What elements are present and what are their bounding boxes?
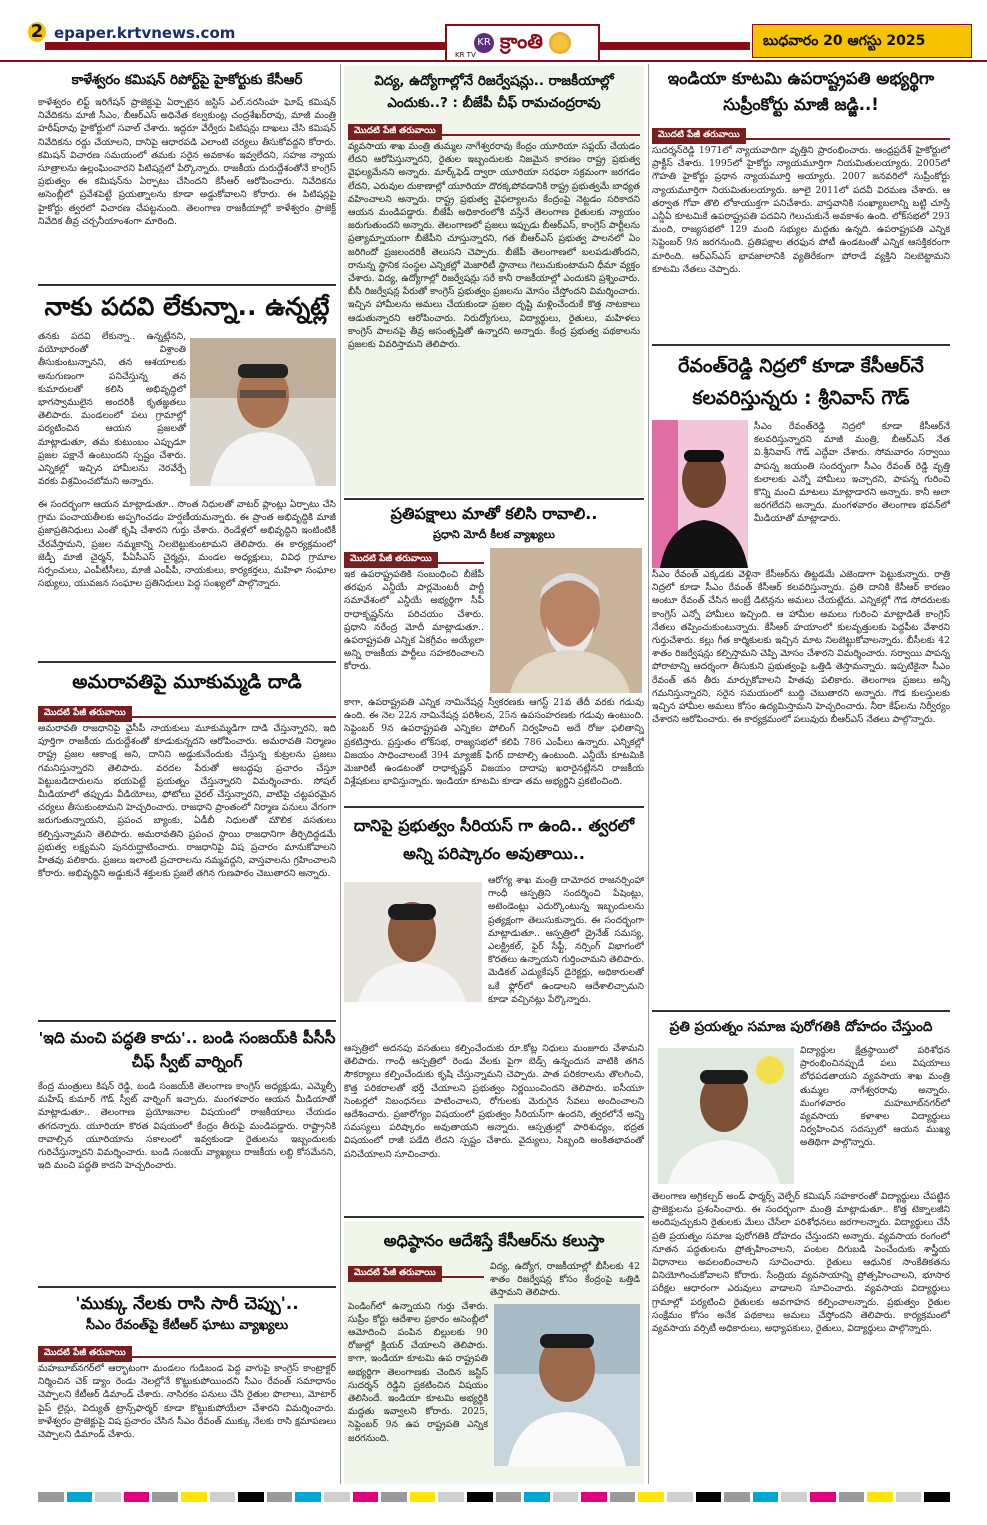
- article-divider: [344, 1216, 644, 1218]
- article-headline[interactable]: అమరావతిపై మూకుమ్మడి దాడి: [72, 671, 302, 693]
- article-no-post[interactable]: [38, 290, 336, 658]
- article-kcr-meet[interactable]: [344, 1222, 644, 1484]
- article-body: విద్య, ఉద్యోగ, రాజకీయాల్లో బీసీలకు 42 శాతం రిజర్వేషన్ల కోసం కేంద్రంపై ఒత్తిడి తెస్తామని తెలిపారు.: [490, 1261, 640, 1299]
- article-body: ఆరోగ్య శాఖ మంత్రి దామోదర రాజనర్సింహా గాంధీ ఆస్పత్రిని సందర్శించి పేషెంట్లు, అటెండెంట్లు ఎదుర్కొంటున్న ఇబ్బందులను ప్రత్యక్షంగా తెలుసుకున్నారు. ఈ సందర్భంగా మాట్లాడుతూ.. ఆస్పత్రిలో డ్రైనేజ్ సమస్య, ఎలక్ట్రికల్, ఫైర్ సేఫ్టీ, నర్సింగ్ విభాగంలో కొరతలు ఉన్నాయని గుర్తించామని తెలిపారు. మెడికల్ ఎడ్యుకేషన్ డైరెక్టర్లు, అధికారులతో ఒకే ఫ్లోర్‌లో ఉండాలని ఆదేశాలిచ్చామని కూడా వచ్చినట్లు పేర్కొన్నారు.: [488, 875, 644, 1005]
- article-body: అమరావతి రాజధానిపై వైసీపీ నాయకులు మూకుమ్మడిగా దాడి చేస్తున్నారని, ఇది పూర్తిగా రాజకీయ దురుద్దేశంతో కూడుకున్నదని ఆరోపించారు. అమరావతి నిర్మాణం రాష్ట్ర ప్రజల ఆకాంక్ష అని, దానిని అడ్డుకునేందుకు చేస్తున్న కుట్రలను ప్రజలు గమనిస్తున్నారని తెలిపారు. వరదల పేరుతో అబద్ధపు ప్రచారం చేస్తూ పెట్టుబడిదారులను భయపెట్టే ప్రయత్నం చేస్తున్నారని విమర్శించారు. సోషల్ మీడియాలో తప్పుడు వీడియోలు, ఫోటోలు వైరల్ చేస్తున్నారని, వాటిపై చట్టపరమైన చర్యలు తీసుకుంటామని హెచ్చరించారు. రాజధాని ప్రాంతంలో నిర్మాణ పనులు వేగంగా జరుగుతున్నాయని, ప్రపంచ బ్యాంకు, ఏడీబీ నిధులతో మౌలిక వసతులు కల్పిస్తున్నామని తెలిపారు. అమరావతిని ప్రపంచ స్థాయి రాజధానిగా తీర్చిదిద్దడమే ప్రభుత్వ లక్ష్యమని పునరుద్ఘాటించారు. రాజధానిపై విష ప్రచారం మానుకోవాలని హితవు పలికారు. ప్రజలు ఇలాంటి ప్రచారాలను నమ్మవద్దని, వాస్తవాలను గ్రహించాలని కోరారు. అభివృద్ధిని అడ్డుకునే శక్తులకు ప్రజలే తగిన గుణపాఠం చెబుతారని అన్నారు.: [38, 723, 336, 880]
- continuation-label: మొదటి పేజీ తరువాయి: [38, 706, 132, 722]
- article-headline[interactable]: విద్య, ఉద్యోగాల్లోనే రిజర్వేషన్లు.. రాజకీయాల్లో ఎందుకు..? : బీజేపీ చీఫ్ రామచంద్రరావు: [374, 73, 614, 111]
- article-amaravati[interactable]: [38, 668, 336, 1018]
- article-headline[interactable]: 'ముక్కు నేలకు రాసి సారీ చెప్పు'..: [75, 1294, 299, 1314]
- article-modi[interactable]: [344, 502, 644, 804]
- kranthi-logo: [445, 24, 600, 62]
- article-body: తనకు పదవి లేకున్నా.. ఉన్నట్లేనని, వయోభారంతో విశ్రాంతి తీసుకుంటున్నానని, తన ఆశయాలకు అనుగుణంగా పనిచేస్తున్న తన కుమారులతో కలిసి అభివృద్ధిలో భాగస్వాములైన అందరికీ కృతజ్ఞతలు తెలిపారు. మండలంలో పలు గ్రామాల్లో పర్యటించిన ఆయన ప్రజలతో మాట్లాడుతూ, తమ కుటుంబం ఎప్పుడూ ప్రజల పక్షానే ఉంటుందని స్పష్టం చేశారు. ఎన్నికల్లో ఇచ్చిన హామీలను నెరవేర్చే వరకు విశ్రమించబోమని అన్నారు.: [38, 331, 186, 488]
- article-bjp-reservations[interactable]: [344, 66, 644, 496]
- article-subhead: సీఎం రేవంత్‌పై కేటీఆర్ ఘాటు వ్యాఖ్యలు: [85, 1318, 289, 1333]
- continuation-label: మొదటి పేజీ తరువాయి: [348, 124, 442, 140]
- header-bar-left: [45, 42, 445, 50]
- site-url[interactable]: epaper.krtvnews.com: [54, 24, 236, 42]
- article-kaleshwaram[interactable]: [38, 70, 336, 282]
- continuation-tag: [344, 546, 484, 564]
- article-body: తెలంగాణ అగ్రికల్చర్ అండ్ ఫార్మర్స్ వెల్ఫేర్ కమిషన్ సహకారంతో విద్యార్థులు చేపట్టిన ప్రాజెక్టులను ప్రశంసించారు. ఈ సందర్భంగా మంత్రి మాట్లాడుతూ.. కొత్త టెక్నాలజీని అందిపుచ్చుకుని రైతులకు మేలు చేసేలా పరిశోధనలు జరగాలన్నారు. విద్యార్థులు చేసే ప్రతి ప్రయత్నం సమాజ పురోగతికి దోహదం చేస్తుందని అన్నారు. వ్యవసాయ రంగంలో నూతన పద్ధతులను ప్రోత్సహించాలని, పంటల దిగుబడి పెంచేందుకు శాస్త్రీయ విధానాలు అవలంబించాలని సూచించారు. రైతులు ఆధునిక సాంకేతికతను వినియోగించుకోవాలని కోరారు. సేంద్రియ వ్యవసాయాన్ని ప్రోత్సహించాలని, భూసార పరీక్షల ఆధారంగా ఎరువులు వాడాలని సూచించారు. వ్యవసాయ విద్యార్థులు గ్రామాల్లో పర్యటించి రైతులకు అవగాహన కల్పించాలన్నారు. ప్రభుత్వం రైతుల సంక్షేమం కోసం అనేక పథకాలు అమలు చేస్తోందని తెలిపారు. కార్యక్రమంలో వ్యవసాయ వర్సిటీ అధికారులు, అధ్యాపకులు, రైతులు, విద్యార్థులు పాల్గొన్నారు.: [652, 1191, 950, 1335]
- article-headline[interactable]: రేవంత్‌రెడ్డి నిద్రలో కూడా కేసీఆర్‌నే కలవరిస్తున్నరు : శ్రీనివాస్ గౌడ్: [678, 355, 924, 409]
- article-tummala[interactable]: [652, 1016, 950, 1484]
- continuation-label: మొదటి పేజీ తరువాయి: [348, 1266, 442, 1282]
- article-bandi-sanjay[interactable]: [38, 1026, 336, 1284]
- minister-photo: [344, 882, 482, 1002]
- article-body: విద్యార్థుల క్షేత్రస్థాయిలో పరిశోధన ప్రారంభించినప్పుడే పలు విషయాలు బోధపడతాయని వ్యవసాయ శాఖ మంత్రి తుమ్మల నాగేశ్వరరావు అన్నారు. మంగళవారం మహబూబ్‌నగర్‌లో వ్యవసాయ కళాశాల విద్యార్థులు నిర్వహించిన సదస్సులో ఆయన ముఖ్య అతిథిగా పాల్గొన్నారు.: [800, 1045, 950, 1149]
- column-divider: [648, 64, 649, 1484]
- srinivas-goud-photo: [652, 420, 748, 568]
- cm-photo: [494, 1304, 640, 1466]
- article-body: పెండింగ్‌లో ఉన్నాయని గుర్తు చేశారు. సుప్రీం కోర్టు ఆదేశాల ప్రకారం అసెంబ్లీలో ఆమోదించి పంపిన బిల్లులకు 90 రోజుల్లో క్లియర్ చేయాలని తెలిపారు. కాగా, ఇండియా కూటమి ఉప రాష్ట్రపతి అభ్యర్థిగా తెలంగాణకు చెందిన జస్టిస్ సుదర్శన్ రెడ్డిని ప్రకటించిన విషయం తెలిసిందే. ఇండియా కూటమి అభ్యర్థికి మద్దతు ఇవ్వాలని కోరారు. 2025, సెప్టెంబర్ 9న ఉప రాష్ట్రపతి ఎన్నిక జరగనుంది.: [348, 1300, 488, 1444]
- article-body: కాగా, ఉపరాష్ట్రపతి ఎన్నిక నామినేషన్ల స్వీకరణకు ఆగస్ట్ 21వ తేదీ వరకు గడువు ఉంది. ఈ నెల 22న నామినేషన్ల పరిశీలన, 25న ఉపసంహరణకు గడువు ఉంటుంది. సెప్టెంబర్ 9న ఉపరాష్ట్రపతి ఎన్నికల పోలింగ్ నిర్వహించి అదే రోజు ఫలితాన్ని ప్రకటిస్తారు. ప్రస్తుతం లోక్‌సభ, రాజ్యసభలో కలిపి 786 ఎంపీలు ఉన్నారు. ఎన్నికల్లో విజయం సాధించాలంటే 394 మ్యాజిక్ ఫిగర్ దాటాల్సి ఉంటుంది. ఎన్డీయే కూటమికి మెజారిటీ ఉండటంతో రాధాకృష్ణన్ విజయం దాదాపు ఖరారైనట్లేనని రాజకీయ విశ్లేషకులు భావిస్తున్నారు. ఇండియా కూటమి కూడా తమ అభ్యర్థిని ప్రకటించింది.: [344, 697, 644, 788]
- article-body: కాళేశ్వరం లిఫ్ట్ ఇరిగేషన్ ప్రాజెక్టుపై ఏర్పాటైన జస్టిస్ ఎల్.నరసింహ ఘోష్ కమిషన్ నివేదికను మాజీ సీఎం, బీఆర్ఎస్ అధినేత కల్వకుంట్ల చంద్రశేఖర్‌రావు, మాజీ మంత్రి హరీష్‌రావు హైకోర్టులో సవాల్ చేశారు. ఇద్దరూ వేర్వేరు పిటిషన్లు దాఖలు చేసి కమిషన్ నివేదికను రద్దు చేయాలని, దానిపై ఆధారపడి ఎలాంటి చర్యలు తీసుకోవద్దని కోరారు. కమిషన్ విచారణ సమయంలో తమకు సరైన అవకాశం ఇవ్వలేదని, సహజ న్యాయ సూత్రాలను ఉల్లంఘించారని పిటిషన్లలో పేర్కొన్నారు. రాజకీయ దురుద్దేశంతోనే కాంగ్రెస్ ప్రభుత్వం ఈ కమిషన్‌ను ఏర్పాటు చేసిందని కేసీఆర్ ఆరోపించారు. నివేదికను అసెంబ్లీలో ప్రవేశపెట్టే ప్రయత్నాలను కూడా అడ్డుకోవాలని కోరారు. ఈ పిటిషన్లపై హైకోర్టు త్వరలో విచారణ చేపట్టనుంది. తెలంగాణ రాజకీయాల్లో కాళేశ్వరం ప్రాజెక్ట్ నివేదిక తీవ్ర చర్చనీయాంశంగా మారింది.: [38, 97, 336, 227]
- continuation-label: మొదటి పేజీ తరువాయి: [344, 552, 438, 568]
- article-subhead: ప్రధాని మోదీ కీలక వ్యాఖ్యలు: [433, 528, 555, 541]
- page-number: 2: [28, 22, 46, 42]
- article-india-alliance[interactable]: [652, 66, 950, 342]
- article-srinivas-goud[interactable]: [652, 350, 950, 1008]
- sun-icon: [549, 32, 571, 54]
- continuation-label: మొదటి పేజీ తరువాయి: [38, 1346, 132, 1362]
- tummala-photo: [658, 1048, 794, 1184]
- article-body: సీఎం రేవంత్ ఎక్కడకు వెళ్లినా కేసీఆర్‌ను తిట్టడమే ఎజెండాగా పెట్టుకున్నారు. రాత్రి నిద్రలో కూడా సీఎం రేవంత్ కేసీఆర్ కలవరిస్తున్నారు. ప్రతి దానికి కేసీఆర్ కారణం అంటూ రేవంత్ చేసిన అంబ్రే డిటెన్లను అమలు చేయట్లేదు. ఎన్నికల్లో గౌడ సోదరులకు కాంగ్రెస్ ఎన్నో హామీలు ఇచ్చింది. ఆ హామీల అమలు గురించి మాట్లాడితే కాంగ్రెస్ నేతలు తప్పించుకుంటున్నారు. కేసీఆర్ హయాంలో కులవృత్తులకు పెద్దపీట వేశారని గుర్తుచేశారు. కల్లు గీత కార్మికులకు ఇచ్చిన మాట నిలబెట్టుకోవాలన్నారు. బీసీలకు 42 శాతం రిజర్వేషన్లు కల్పిస్తామని చెప్పి మోసం చేశారని విమర్శించారు. సర్వాయి పాపన్న పోరాటాన్ని ఆదర్శంగా తీసుకుని ప్రభుత్వంపై ఒత్తిడి తెస్తామన్నారు. ఇప్పటికైనా సీఎం రేవంత్ తన తీరు మార్చుకోవాలని హితవు పలికారు. తెలంగాణ ప్రజలు అన్నీ గమనిస్తున్నారని, సరైన సమయంలో బుద్ధి చెబుతారని అన్నారు. గౌడ కులస్తులకు ఇచ్చిన హామీల అమలు కోసం ఉద్యమిస్తామని హెచ్చరించారు. నీరా కేఫ్‌లను నిర్వీర్యం చేశారని ఆరోపించారు. ఈ కార్యక్రమంలో పలువురు బీఆర్ఎస్ నేతలు పాల్గొన్నారు.: [652, 569, 950, 726]
- article-headline[interactable]: ప్రతిపక్షాలు మాతో కలిసి రావాలి..: [390, 504, 598, 523]
- continuation-tag: [38, 700, 336, 718]
- article-body: సీఎం రేవంత్‌రెడ్డి నిద్రలో కూడా కేసీఆర్‌నే కలవరిస్తున్నారని మాజీ మంత్రి, బీఆర్ఎస్ నేత వి.శ్రీనివాస్ గౌడ్ ఎద్దేవా చేశారు. సోమవారం సర్వాయి పాపన్న జయంతి సందర్భంగా సీఎం రేవంత్ రెడ్డి వృత్తి కులాలకు ఎన్నో హామీలు ఇచ్చారని, పాపన్న గురించి కొన్ని మంచి మాటలు మాట్లాడారని అన్నారు. కానీ అలా జరగలేదని అన్నారు. మంగళవారం తెలంగాణ భవన్‌లో మీడియాతో మాట్లాడారు.: [754, 421, 950, 525]
- issue-date: బుధవారం 20 ఆగస్టు 2025: [752, 24, 972, 58]
- article-headline[interactable]: 'ఇది మంచి పద్ధతి కాదు'.. బండి సంజయ్‌కి పీసీసీ చీఫ్ స్వీట్ వార్నింగ్: [38, 1029, 336, 1071]
- kr-logo-mark: KR: [474, 33, 494, 53]
- article-ktr[interactable]: [38, 1292, 336, 1484]
- article-body: మహబూబ్‌నగర్‌లో ఆర్భాటంగా మండలం గుడిబండ పెద్ద వాగుపై కాంగ్రెస్ కాంట్రాక్టర్ నిర్మించిన చెక్ డ్యాం రెండు నెలల్లోనే కొట్టుకుపోయిందని సీఎం రేవంత్ సమాధానం చెప్పాలని కేటీఆర్ డిమాండ్ చేశారు. నాసిరకం పనులు చేసి రైతుల పొలాలు, మోటార్ పైప్ లైన్లు, విద్యుత్ ట్రాన్స్‌ఫార్మర్ కూడా కొట్టుకుపోయేలా చేశారని విమర్శించారు. కాళేశ్వరం ప్రాజెక్టుపై విష ప్రచారం చేసిన సీఎం రేవంత్ ముక్కు నేలకు రాసి క్షమాపణలు చెప్పాలని డిమాండ్ చేశారు.: [38, 1363, 336, 1441]
- header-bar-right: [600, 42, 750, 50]
- continuation-tag: [348, 1260, 484, 1278]
- article-divider: [38, 284, 336, 286]
- continuation-label: మొదటి పేజీ తరువాయి: [652, 128, 746, 144]
- article-body: ఆస్పత్రిలో అదనపు వసతులు కల్పించేందుకు రూ.కోట్ల నిధులు మంజూరు చేశామని తెలిపారు. గాంధీ ఆస్పత్రిలో రెండు వేలకు పైగా బెడ్స్ ఉన్నందున వాటికి తగిన సౌకర్యాలు కల్పించేందుకు కృషి చేస్తున్నామని చెప్పారు. పాత పరికరాలను తొలగించి, కొత్త పరికరాలతో భర్తీ చేయాలని ప్రభుత్వం నిర్ణయించిందని తెలిపారు. ఐసీయూ సెంటర్లలో నిబంధనలు పాటించాలని, రోగులకు మెరుగైన సేవలు అందించాలని ఆదేశించారు. ప్రజారోగ్యం విషయంలో ప్రభుత్వం సీరియస్‌గా ఉందని, త్వరలోనే అన్ని సమస్యలు పరిష్కారం అవుతాయని అన్నారు. ఆస్పత్రుల్లో పారిశుధ్యం, భద్రత విషయంలో రాజీ పడేది లేదని స్పష్టం చేశారు. వైద్యులు, సిబ్బంది అంకితభావంతో పనిచేయాలని సూచించారు.: [344, 1043, 644, 1160]
- article-body: ఇక ఉపరాష్ట్రపతికి సంబంధించి బీజేపీ తరఫున ఎన్డీయే పార్లమెంటరీ పార్టీ సమావేశంలో ఎన్డీయే అభ్యర్థిగా సీపీ రాధాకృష్ణన్‌ను పరిచయం చేశారు. ప్రధాని నరేంద్ర మోదీ మాట్లాడుతూ.. ఉపరాష్ట్రపతి ఎన్నిక ఏకగ్రీవం అయ్యేలా అన్ని రాజకీయ పార్టీలు సహకరించాలని కోరారు.: [344, 569, 484, 673]
- article-divider: [344, 806, 644, 808]
- article-health-minister[interactable]: [344, 812, 644, 1214]
- continuation-tag: [652, 122, 950, 140]
- masthead: [0, 0, 987, 62]
- article-headline[interactable]: నాకు పదవి లేకున్నా.. ఉన్నట్లే: [44, 292, 330, 321]
- article-divider: [38, 1020, 336, 1022]
- article-headline[interactable]: కాళేశ్వరం కమిషన్ రిపోర్ట్‌పై హైకోర్టుకు కేసీఆర్: [71, 72, 303, 88]
- article-divider: [38, 661, 336, 663]
- continuation-tag: [348, 118, 640, 136]
- article-body: కేంద్ర మంత్రులు కిషన్ రెడ్డి, బండి సంజయ్‌కి తెలంగాణ కాంగ్రెస్ అధ్యక్షుడు, ఎమ్మెల్సీ మహేష్ కుమార్ గౌడ్ స్వీట్ వార్నింగ్ ఇచ్చారు. మంగళవారం ఆయన మీడియాతో మాట్లాడుతూ.. తెలంగాణ ప్రయోజనాల విషయంలో రాజకీయాలు చేయడం తగదన్నారు. యూరియా కొరత విషయంలో కేంద్రం తీరుపై మండిపడ్డారు. రాష్ట్రానికి రావాల్సిన యూరియాను సకాలంలో ఇవ్వకుండా రైతులను ఇబ్బందులకు గురిచేస్తున్నారని విమర్శించారు. బండి సంజయ్ వ్యాఖ్యలు రాజకీయ లబ్ధి కోసమేనని, ఇది మంచి పద్ధతి కాదని హెచ్చరించారు.: [38, 1081, 336, 1172]
- logo-small-label: KR TV: [455, 51, 476, 59]
- article-headline[interactable]: అధిష్ఠానం ఆదేశిస్తే కేసీఆర్‌ను కలుస్తా: [383, 1231, 605, 1250]
- logo-title: క్రాంతి: [500, 28, 543, 53]
- article-body: సుదర్శన్‌రెడ్డి 1971లో న్యాయవాదిగా వృత్తిని ప్రారంభించారు. ఆంధ్రప్రదేశ్ హైకోర్టులో ప్రాక్టీస్ చేశారు. 1995లో హైకోర్టు న్యాయమూర్తిగా నియమితులయ్యారు. 2005లో గౌహతి హైకోర్టు ప్రధాన న్యాయమూర్తి అయ్యారు. 2007 జనవరిలో సుప్రీంకోర్టు న్యాయమూర్తిగా నియమితులయ్యారు. జూలై 2011లో పదవీ విరమణ చేశారు. ఆ తర్వాత గోవా తొలి లోకాయుక్తగా పనిచేశారు. వాస్తవానికి సంఖ్యాబలాన్ని బట్టి చూస్తే ఎన్డీఏ కూటమికే ఉపరాష్ట్రపతి పదవిని గెలుచుకునే అవకాశం ఉంది. లోక్‌సభలో 293 మంది, రాజ్యసభలో 129 మంది సభ్యుల మద్దతు ఉన్నది. ఉపరాష్ట్రపతి ఎన్నిక సెప్టెంబర్ 9న జరగనుంది. ప్రతిపక్షాల తరఫున పోటీ ఉండటంతో ఎన్నిక ఆసక్తికరంగా మారింది. ఆర్ఎస్ఎస్ భావజాలానికి వ్యతిరేకంగా పోరాడే వ్యక్తిని నిలబెట్టామని కూటమి నేతలు చెప్పారు.: [652, 145, 950, 275]
- article-divider: [652, 1010, 950, 1012]
- article-headline[interactable]: దానిపై ప్రభుత్వం సీరియస్ గా ఉంది.. త్వరలో అన్ని పరిష్కారం అవుతాయి..: [353, 816, 635, 863]
- article-divider: [38, 1286, 336, 1288]
- leader-photo: [190, 338, 336, 486]
- article-headline[interactable]: ప్రతి ప్రయత్నం సమాజ పురోగతికి దోహదం చేస్తుంది: [669, 1019, 933, 1035]
- column-divider: [340, 64, 341, 1484]
- article-divider: [652, 344, 950, 346]
- continuation-tag: [38, 1340, 336, 1358]
- pm-photo: [490, 548, 642, 693]
- header-rule: [0, 60, 987, 62]
- article-headline[interactable]: ఇండియా కూటమి ఉపరాష్ట్రపతి అభ్యర్థిగా సుప్రీంకోర్టు మాజీ జడ్జి..!: [667, 69, 935, 114]
- article-body: ఈ సందర్భంగా ఆయన మాట్లాడుతూ.. సొంత నిధులతో వాటర్ ప్లాంట్లు ఏర్పాటు చేసి గ్రామ పంచాయతీలకు అప్పగించడం హర్షణీయమన్నారు. ఈ ప్రాంత అభివృద్ధికి మాజీ ప్రజాప్రతినిధులు ఎంతో కృషి చేశారని గుర్తు చేశారు. రెండేళ్లలో అభివృద్ధిని ఇంటింటికీ చేరవేస్తామని, ప్రజల నమ్మకాన్ని నిలబెట్టుకుంటామని తెలిపారు. ఈ కార్యక్రమంలో జెడ్పీ మాజీ చైర్మన్, పీఏసీఎస్ చైర్మన్లు, మండల అధ్యక్షులు, వివిధ గ్రామాల సర్పంచులు, ఎంపీటీసీలు, మాజీ ఎంపీపీ, నాయకులు, కార్యకర్తలు, మహిళా సంఘాల సభ్యులు, యువజన సంఘాల ప్రతినిధులు పెద్ద సంఖ్యలో పాల్గొన్నారు.: [38, 499, 336, 590]
- article-body: వ్యవసాయ శాఖ మంత్రి తుమ్మల నాగేశ్వరరావు కేంద్రం యూరియా సప్లయ్ చేయడం లేదని ఆరోపిస్తున్నారని, రైతుల ఇబ్బందులకు నిజమైన కారణం రాష్ట్ర ప్రభుత్వ వైఫల్యమేనని అన్నారు. మార్క్‌ఫెడ్ ద్వారా యూరియా సరఫరా సక్రమంగా జరగడం లేదని, ఎరువుల దుకాణాల్లో యూరియా దొరక్కపోవడానికి రాష్ట్ర ప్రభుత్వమే బాధ్యత వహించాలని అన్నారు. రాష్ట్ర ప్రభుత్వ వైఫల్యాలను కేంద్రంపై నెట్టడం సరికాదని ఆయన మండిపడ్డారు. బీజేపీ అధికారంలోకి వస్తేనే తెలంగాణ రైతులకు న్యాయం జరుగుతుందని అన్నారు. తెలంగాణలో ప్రజలు ఇప్పుడు బీఆర్ఎస్, కాంగ్రెస్ పార్టీలను ప్రత్యామ్నాయంగా బీజేపీని చూస్తున్నారని, గత బీఆర్ఎస్ ప్రభుత్వ పాలనలో ఏం జరిగిందో ప్రజలందరికీ తెలుసని చెప్పారు. బీజేపీ తెలంగాణలో బలపడుతోందని, రానున్న స్థానిక సంస్థల ఎన్నికల్లో మెజారిటీ స్థానాలు గెలుచుకుంటామని ధీమా వ్యక్తం చేశారు. విద్య, ఉద్యోగాల్లో రిజర్వేషన్లు సరే కానీ రాజకీయాల్లో ఎందుకని ప్రశ్నించారు. బీసీ రిజర్వేషన్ల పేరుతో కాంగ్రెస్ ప్రభుత్వం ప్రజలను మోసం చేస్తోందని విమర్శించారు. ఇచ్చిన హామీలను అమలు చేయకుండా ప్రజల దృష్టి మళ్లించేందుకే కొత్త నాటకాలు ఆడుతున్నారని ఆరోపించారు. నిరుద్యోగులు, విద్యార్థులు, రైతులు, మహిళలు కాంగ్రెస్ పాలనపై తీవ్ర అసంతృప్తితో ఉన్నారని అన్నారు. కేంద్ర ప్రభుత్వ పథకాలను ప్రజలకు వివరిస్తామని తెలిపారు.: [348, 141, 640, 351]
- article-divider: [344, 498, 644, 500]
- print-color-bar: [38, 1492, 950, 1502]
